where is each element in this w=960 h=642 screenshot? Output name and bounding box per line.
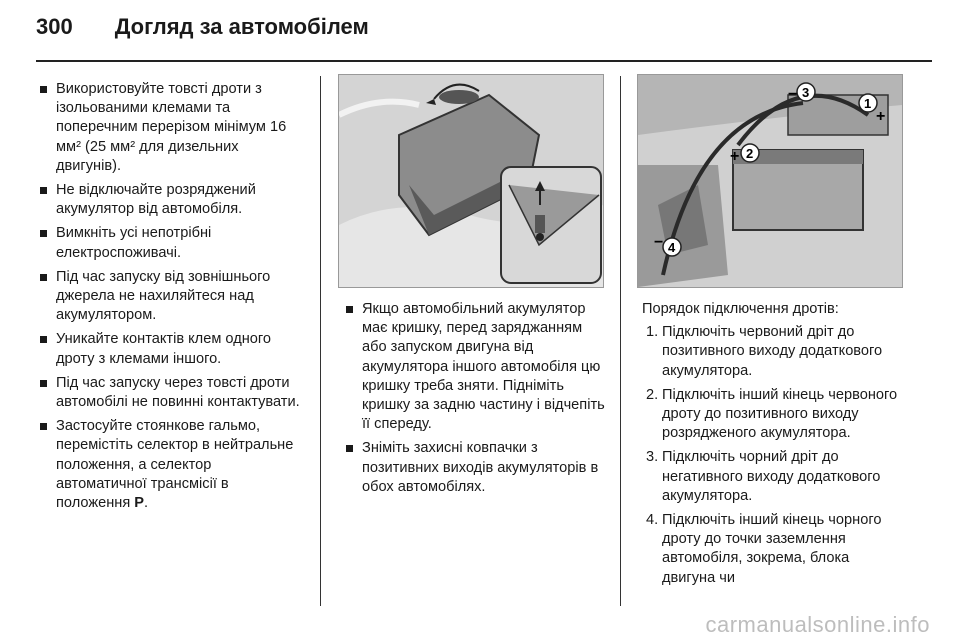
jump-start-illustration [638,75,902,287]
bullet-square-icon [40,423,47,430]
jump-start-figure [637,74,903,288]
middle-column [342,300,610,502]
bullet-square-icon [40,380,47,387]
header-rule [36,60,932,62]
right-column [622,300,902,593]
bullet-square-icon [40,230,47,237]
list-item: Під час запуску від зовнішнього джерела не нахиляйтеся над акумулятором. [36,268,306,326]
left-column [36,80,306,518]
minus-sign-4: − [654,234,664,251]
plus-sign-1: + [876,108,886,125]
callout-2: 2 [746,146,754,161]
callout-1: 1 [864,96,872,111]
list-item: Вимкніть усі непотрібні електроспоживачі. [36,224,306,262]
battery-cover-illustration [339,75,603,287]
gear-position-p: P [134,495,145,512]
battery-cover-figure [338,74,604,288]
page-number: 300 [36,14,73,39]
list-item: Зніміть захисні ковпачки з позитивних виходів акумуляторів в обох автомобілях. [342,439,610,497]
page-header [36,14,369,40]
list-item: Під час запуску через товсті дроти автомобілі не повинні контактувати. [36,374,306,412]
list-item: Уникайте контактів клем одного дроту з клемами іншого. [36,330,306,368]
bullet-square-icon [40,86,47,93]
bullet-square-icon [346,306,353,313]
plus-sign-2: + [730,148,740,165]
list-item: Не відключайте розряджений акумулятор від автомобіля. [36,181,306,219]
bullet-square-icon [40,274,47,281]
list-item: 3. Підключіть чорний дріт до негативного виходу додаткового акумулятора. [646,449,881,504]
column-divider [320,76,321,606]
bullet-square-icon [40,187,47,194]
watermark: carmanualsonline.info [705,612,930,637]
minus-sign-3: − [788,86,798,103]
bullet-square-icon [40,336,47,343]
list-item: 2. Підключіть інший кінець червоного дроту до позитивного виходу розрядженого акумулятора. [646,386,898,442]
list-item: Застосуйте стоянкове гальмо, перемістіть селектор в нейтральне положення, а селектор автоматичної трансмісії в положення P. [36,417,306,513]
page-title: Догляд за автомобілем [114,14,369,39]
list-item: 1. Підключіть червоний дріт до позитивного виходу додаткового акумулятора. [646,324,883,379]
column-divider [620,76,621,606]
callout-3: 3 [802,85,810,100]
callout-4: 4 [668,240,676,255]
list-item: Якщо автомобільний акумулятор має кришку, перед заряджанням або запуском двигуна від акумулятора іншого автомобіля цю кришку треба зняти. Підніміть кришку за задню частину і відчепіть її спереду. [342,300,610,434]
list-item: Використовуйте товсті дроти з ізольованими клемами та поперечним перерізом мінімум 16 мм² (25 мм² для дизельних двигунів). [36,80,306,176]
bullet-square-icon [346,445,353,452]
connection-order-intro: Порядок підключення дротів: [642,301,839,317]
list-item: 4. Підключіть інший кінець чорного дроту до точки заземлення автомобіля, зокрема, блока двигуна чи [646,512,882,586]
